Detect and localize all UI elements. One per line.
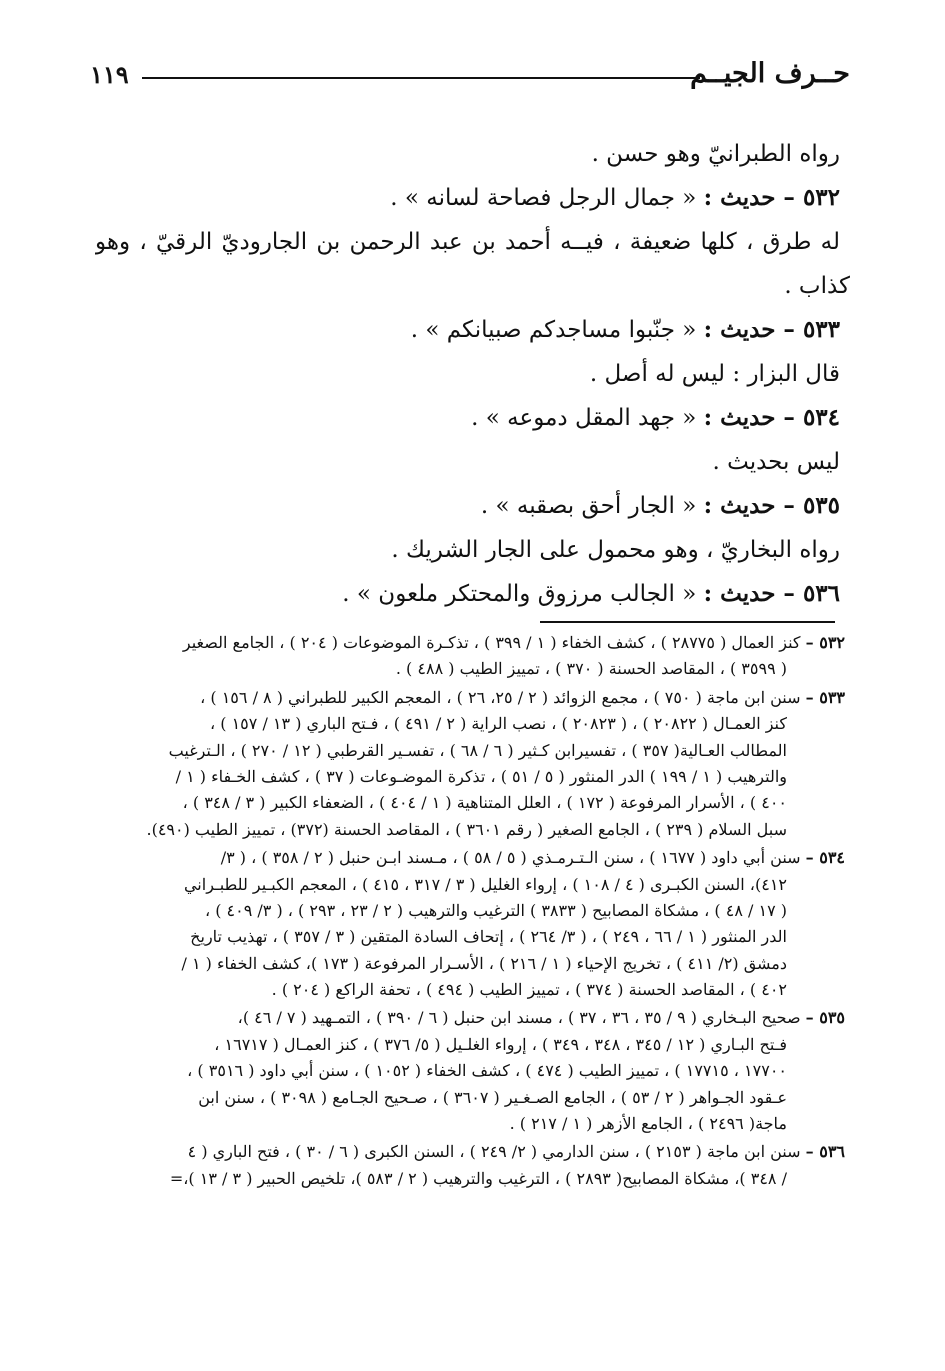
text-line: رواه البخاريّ ، وهو محمول على الجار الشريك . [391, 537, 840, 563]
main-text [95, 132, 850, 616]
text-line: قال البزار : ليس له أصل . [589, 361, 840, 387]
hadith-line: ٥٣٥ – حديث : « الجار أحق بصقبه » . [480, 492, 840, 519]
footnote [100, 630, 845, 683]
text-line: ليس بحديث . [712, 449, 840, 475]
hadith-line: ٥٣٤ – حديث : « جهد المقل دموعه » . [471, 404, 840, 431]
hadith-line: ٥٣٣ – حديث : « جنّبوا مساجدكم صبيانكم » . [410, 316, 840, 343]
chapter-title: حــرف الجيــم [690, 58, 850, 89]
footnote-line: / ٣٤٨ )، مشكاة المصابيح( ٢٨٩٣ ) ، الترغيب والترهيب ( ٢ / ٥٨٣ )، تلخيص الحبير ( ٣ / ١٣ )،= [169, 1168, 787, 1188]
footnote [100, 1005, 845, 1137]
footnote-line: ١٧٧٠٠ ، ١٧٧١٥ ) ، تمييز الطيب ( ٤٧٤ ) ، كشف الخفاء ( ١٠٥٢ ) ، سنن أبي داود ( ٣٥١٦ ) ، [187, 1061, 787, 1081]
footnote-line: ( ١٧ / ٤٨ ) ، مشكاة المصابيح ( ٣٨٣٣ ) الترغيب والترهيب ( ٢ / ٢٣ ، ٢٩٣ ) ، ( ٣/ ٤٠٩ ) ، [204, 900, 787, 920]
footnote [100, 685, 845, 843]
header-rule [142, 77, 700, 79]
footnote-line: ٤٠٢ ) ، المقاصد الحسنة ( ٣٧٤ ) ، تمييز الطيب ( ٤٩٤ ) ، تحفة الراكع ( ٢٠٤ ) . [271, 980, 787, 1000]
footnote-line: الدر المنثور ( ١ / ٦٦ ، ٢٤٩ ) ، ( ٣/ ٢٦٤ ) ، إتحاف السادة المتقين ( ٣ / ٣٥٧ ) ، تهذيب تاريخ [190, 927, 787, 947]
footnote-line: ٥٣٥ – صحيح البـخاري ( ٩ / ٣٥ ، ٣٦ ، ٣٧ ) ، مسند ابن حنبل ( ٦ / ٣٩٠ ) ، التمـهيد ( ٧ / ٤٦ )، [237, 1008, 845, 1028]
footnote-line: سبل السلام ( ٢٣٩ ) ، الجامع الصغير ( رقم ٣٦٠١ ) ، المقاصد الحسنة (٣٧٢) ، تمييز الطيب (٤٩٠). [146, 819, 787, 839]
footnote-line: عـقود الجـواهر ( ٢ / ٥٣ ) ، الجامع الصـغـير ( ٣٦٠٧ ) ، صـحيح الجـامع ( ٣٠٩٨ ) ، سنن ابن [198, 1087, 787, 1107]
footnote-line: المطالب العـالية( ٣٥٧ ) ، تفسيرابن كـثير ( ٦ / ٦٨ ) ، تفسـير القرطبي ( ١٢ / ٢٧٠ ) ، الـترغيب [168, 740, 787, 760]
page-number: ١١٩ [90, 60, 129, 89]
page-header [90, 58, 850, 98]
footnote-line: ٥٣٢ – كنز العمال ( ٢٨٧٧٥ ) ، كشف الخفاء ( ١ / ٣٩٩ ) ، تذكـرة الموضوعات ( ٢٠٤ ) ، الجامع الصغير [182, 633, 845, 652]
footnote-line: ماجة( ٢٤٩٦ ) ، الجامع الأزهر ( ١ / ٢١٧ ) . [509, 1114, 787, 1134]
footnote [100, 845, 845, 1003]
footnote-line: والترهيب ( ١ / ١٩٩ ) الدر المنثور ( ٥ / ٥١ ) ، تذكرة الموضـوعات ( ٣٧ ) ، كشف الخـفاء ( ١ / [175, 766, 787, 786]
footnote-line: ( ٣٥٩٩ ) ، المقاصد الحسنة ( ٣٧٠ ) ، تمييز الطيب ( ٤٨٨ ) . [395, 659, 787, 679]
footnotes [100, 630, 845, 1194]
footnote [100, 1139, 845, 1192]
text-line: كذاب . [784, 273, 850, 299]
footnote-line: ٥٣٤ – سنن أبي داود ( ١٦٧٧ ) ، سنن الـتـرمـذي ( ٥ / ٥٨ ) ، مـسند ابـن حنبل ( ٢ / ٣٥٨ ) ، ( ٣/ [220, 848, 845, 868]
footnote-line: دمشق (٢/ ٤١١ ) ، تخريج الإحياء ( ١ / ٢١٦ ) ، الأسـرار المرفوعة ( ١٧٣ )، كشف الخفاء ( ١ / [181, 953, 787, 973]
footnote-line: ٤٠٠ ) ، الأسرار المرفوعة ( ١٧٢ ) ، العلل المتناهية ( ١ / ٤٠٤ ) ، الضعفاء الكبير ( ٣ / ٣٤٨ ) ، [182, 793, 787, 813]
footnote-rule [540, 621, 835, 623]
footnote-line: ٥٣٣ – سنن ابن ماجة ( ٧٥٠ ) ، مجمع الزوائد ( ٢ / ٢٥، ٢٦ ) ، المعجم الكبير للطبراني ( ٨ / ١٥٦ ) ، [200, 687, 845, 707]
hadith-line: ٥٣٢ – حديث : « جمال الرجل فصاحة لسانه » . [390, 184, 840, 211]
footnote-line: ٥٣٦ – سنن ابن ماجة ( ٢١٥٣ ) ، سنن الدارمي ( ٢/ ٢٤٩ ) ، السنن الكبرى ( ٦ / ٣٠ ) ، فتح الباري ( ٤ [187, 1142, 845, 1162]
text-line: له طرق ، كلها ضعيفة ، فيــه أحمد بن عبد الرحمن بن الجاروديّ الرقيّ ، وهو [95, 229, 840, 255]
footnote-line: فـتح البـاري ( ١٢ / ٣٤٥ ، ٣٤٨ ، ٣٤٩ ) ، إرواء الغلـيل ( ٥/ ٣٧٦ ) ، كنز العمـال ( ١٦٧١٧ ، [214, 1034, 787, 1054]
footnote-line: كنز العمـال ( ٢٠٨٢٢ ) ، ( ٢٠٨٢٣ ) ، نصب الراية ( ٢ / ٤٩١ ) ، فـتح الباري ( ١٣ / ١٥٧ ) ، [210, 714, 787, 734]
text-line: رواه الطبرانيّ وهو حسن . [591, 141, 840, 167]
hadith-line: ٥٣٦ – حديث : « الجالب مرزوق والمحتكر ملعون » . [342, 580, 840, 607]
footnote-line: ٤١٢)، السنن الكبـرى ( ٤ / ١٠٨ ) ، إرواء الغليل ( ٣ / ٣١٧ ، ٤١٥ ) ، المعجم الكبـير للطبـراني [183, 874, 787, 894]
